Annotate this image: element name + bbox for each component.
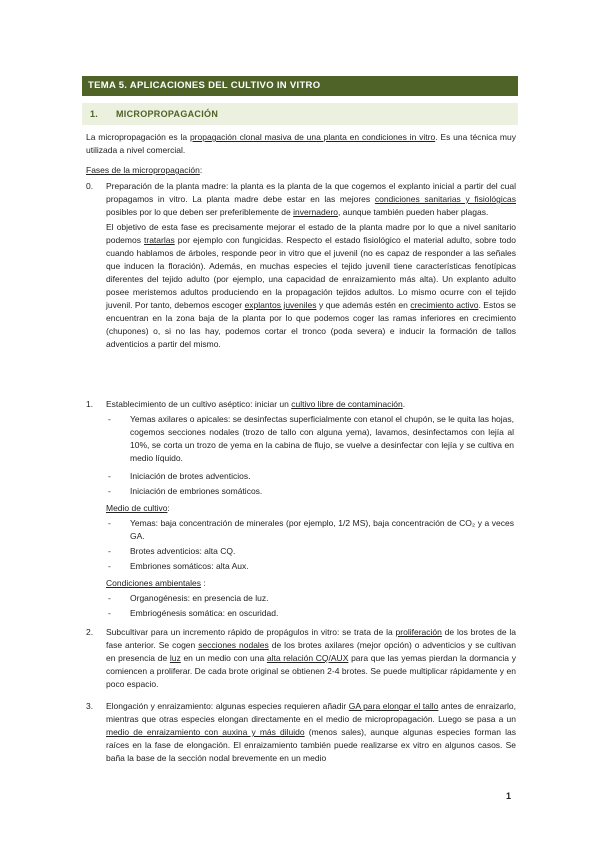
item-text	[106, 180, 516, 219]
text-run: Preparación de la planta madre: la planta es la planta de la que cogemos el explanto inicial a partir del cual propagamos in vitro. La planta madre debe estar en las mejores	[106, 181, 516, 204]
list-item-1	[86, 398, 516, 411]
text-run: Elongación y enraizamiento: algunas especies requieren añadir	[106, 701, 349, 711]
medio-heading	[106, 502, 170, 515]
sublist-item	[108, 607, 514, 620]
list-item-3	[86, 700, 516, 765]
item-text	[106, 626, 516, 691]
sublist-text: Embriogénesis somática: en oscuridad.	[130, 608, 279, 618]
sublist-text: Embriones somáticos: alta Aux.	[130, 561, 249, 571]
underline-run: condiciones sanitarias y fisiológicas	[374, 194, 516, 204]
text-run: (menos sales), aunque algunas especies forman las raíces en la fase de elongación. El enraizamiento también puede realizarse ex vitro en algunos casos. Se baña la base de la sección nodal brevemente en un medio	[106, 727, 516, 763]
sublist-item	[108, 545, 514, 558]
medio-heading-text: Medio de cultivo	[106, 503, 168, 513]
section-heading	[82, 103, 518, 125]
underline-run: invernadero	[293, 207, 339, 217]
sublist-text: Iniciación de brotes adventicios.	[130, 471, 251, 481]
sublist-text: Yemas axilares o apicales: se desinfectas superficialmente con etanol el chupón, se le quita las hojas, cogemos secciones nodales (trozo de tallo con alguna yema), lavamos, desinfectamos con lejía al 10%, se corta un trozo de yema en la cabina de flujo, se vuelve a desinfectar con lejía y se cultiva en medio líquido.	[130, 414, 514, 463]
intro-paragraph	[86, 131, 516, 157]
dash-bullet: -	[108, 471, 111, 481]
conditions-heading-text: Condiciones ambientales	[106, 578, 201, 588]
list-item-2	[86, 626, 516, 691]
text-run: por ejemplo con fungicidas. Respecto el estado fisiológico el material adulto, sobre todo cuando hablamos de árboles, responde peor in vitro que el juvenil (no es capaz de responder a las señales que inducen la floración). Además, en muchas especies el tejido juvenil tiene características fenotípicas diferentes del tejido adulto (por ejemplo, una capacidad de enraizamiento más alta). Un explanto adulto posee meristemos adultos produciendo en la propagación tejidos adultos. Lo mismo ocurre con el tejido juvenil. Por tanto, debemos escoger	[106, 235, 516, 310]
conditions-heading	[106, 577, 206, 590]
underline-run: secciones nodales	[198, 640, 269, 650]
text-run: posibles por lo que deben ser preferiblemente de	[106, 207, 294, 217]
text-run: Establecimiento de un cultivo aséptico: iniciar un	[106, 399, 292, 409]
dash-bullet: -	[108, 561, 111, 571]
list-item-0	[86, 180, 516, 351]
colon: :	[167, 503, 170, 513]
section-label: MICROPROPAGACIÓN	[116, 109, 219, 119]
underline-run: luz	[169, 653, 181, 663]
text-run: , aunque también pueden haber plagas.	[338, 207, 489, 217]
sublist-item	[108, 517, 514, 543]
underline-run: explantos juveniles	[244, 300, 317, 310]
underline-run: proliferación	[395, 627, 442, 637]
underline-run: crecimiento activo	[410, 300, 479, 310]
text-run: de los brotes de la fase anterior. Se cogen	[106, 627, 517, 650]
phases-heading	[86, 164, 516, 177]
item-text-paragraph-2	[106, 221, 516, 351]
sublist-item	[108, 470, 514, 483]
text-run: El objetivo de esta fase es precisamente mejorar el estado de la planta madre por lo que a nivel sanitario podemos	[106, 222, 516, 245]
sublist-item	[108, 485, 514, 498]
dash-bullet: -	[108, 518, 111, 528]
intro-underline: propagación clonal masiva de una planta en condiciones in vitro	[189, 132, 436, 142]
text-run: . Estos se encuentran en la zona baja de la planta por lo que podemos coger las ramas inferiores en crecimiento (chupones) o, si no las hay, podemos cortar el tronco (poda severa) e inducir la formación de tallos adventicios a partir del mismo.	[106, 300, 517, 349]
phases-heading-colon: :	[199, 165, 203, 175]
sublist-text: Yemas: baja concentración de minerales (por ejemplo, 1/2 MS), baja concentración de CO₂ y a veces GA.	[130, 518, 514, 541]
phases-heading-text: Fases de la micropropagación	[86, 165, 200, 175]
text-run: y que además estén en	[316, 300, 411, 310]
text-run: antes de enraizarlo, mientras que otras especies elongan directamente en el medio de micropropagación. Luego se pasa a un	[106, 701, 516, 724]
dash-bullet: -	[108, 546, 111, 556]
dash-bullet: -	[108, 593, 111, 603]
page-number: 1	[506, 791, 512, 801]
sublist-text: Organogénesis: en presencia de luz.	[130, 593, 269, 603]
colon: :	[200, 578, 206, 588]
dash-bullet: -	[108, 486, 111, 496]
sublist-text: Brotes adventicios: alta CQ.	[130, 546, 236, 556]
text-run: .	[402, 399, 406, 409]
underline-run: cultivo libre de contaminación	[291, 399, 403, 409]
item-number: 0.	[86, 181, 94, 191]
chapter-title: TEMA 5. APLICACIONES DEL CULTIVO IN VITRO	[82, 76, 518, 96]
item-number: 2.	[86, 627, 94, 637]
text-run: en un medio con una	[180, 653, 267, 663]
text-run: de los brotes axilares (mejor opción) o adventicios y se cultivan en presencia de	[106, 640, 516, 663]
sublist-item	[108, 560, 514, 573]
sublist-item	[108, 413, 514, 465]
dash-bullet: -	[108, 414, 111, 424]
intro-text-2: . Es una técnica muy utilizada a nivel comercial.	[86, 132, 516, 155]
underline-run: alta relación CQ/AUX	[266, 653, 349, 663]
item-text	[106, 398, 516, 411]
sublist-item	[108, 592, 514, 605]
text-run: Subcultivar para un incremento rápido de propágulos in vitro: se trata de la	[106, 627, 396, 637]
item-number: 3.	[86, 701, 94, 711]
underline-run: GA para elongar el tallo	[348, 701, 439, 711]
intro-text-1: La micropropagación es la	[86, 132, 190, 142]
item-number: 1.	[86, 399, 94, 409]
text-run: para que las yemas pierdan la dormancia y comiencen a proliferar. De cada brote original se obtienen 2-4 brotes. Se puede multiplicar rápidamente y en poco espacio.	[106, 653, 516, 689]
sublist-text: Iniciación de embriones somáticos.	[130, 486, 263, 496]
dash-bullet: -	[108, 608, 111, 618]
underline-run: medio de enraizamiento con auxina y más diluido	[106, 727, 305, 737]
underline-run: tratarlas	[144, 235, 175, 245]
section-number: 1.	[90, 109, 99, 119]
item-text	[106, 700, 516, 765]
